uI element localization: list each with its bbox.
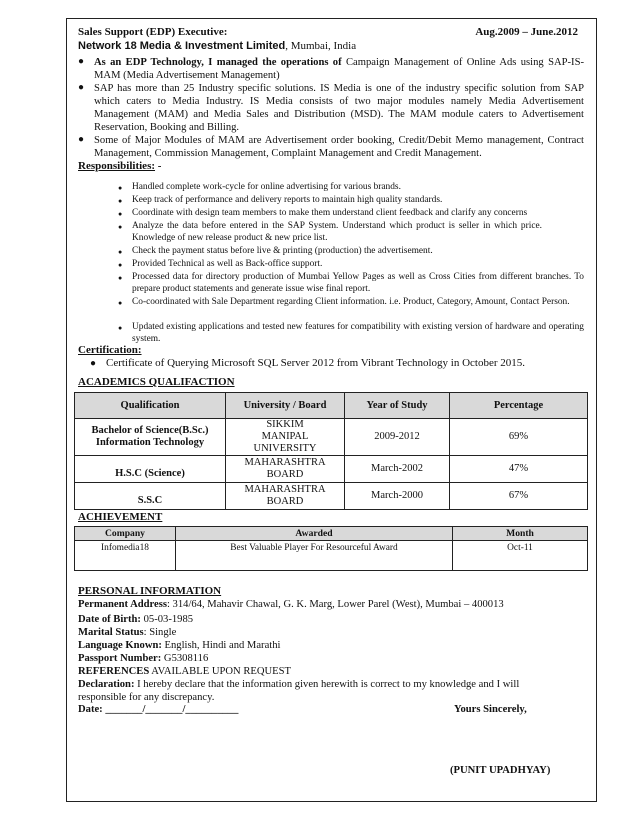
resp-item: Check the payment status before live & printing (production) the advertisement. — [132, 246, 433, 256]
references-value: AVAILABLE UPON REQUEST — [149, 666, 291, 677]
bullet-icon: ● — [78, 56, 85, 67]
bullet-icon: ● — [118, 184, 123, 192]
dob-label: Date of Birth: — [78, 614, 141, 625]
achievement-heading: ACHIEVEMENT — [78, 511, 163, 523]
certification-heading: Certification: — [78, 344, 142, 356]
column-header: University / Board — [226, 393, 345, 419]
job-dates: Aug.2009 – June.2012 — [475, 26, 578, 38]
language-label: Language Known: — [78, 640, 162, 651]
bullet-icon: ● — [78, 82, 85, 93]
marital-line — [78, 627, 176, 638]
qualification-cell: S.S.C — [75, 483, 226, 510]
job-company-line — [78, 40, 356, 52]
personal-heading: PERSONAL INFORMATION — [78, 585, 222, 597]
column-header: Company — [75, 527, 176, 541]
date-blank: _______/_______/__________ — [102, 704, 239, 715]
bullet-icon: ● — [118, 299, 123, 307]
declaration-label: Declaration: — [78, 679, 135, 690]
board-cell: MAHARASHTRA BOARD — [226, 483, 345, 510]
percentage-cell: 67% — [450, 483, 588, 510]
resp-item: Updated existing applications and tested new features for compatibility with existing version of hardware and operating system. — [132, 322, 584, 344]
resp-item: Analyze the data before entered in the SAP System. Understand which product is seller in which price. Knowledge of new release product & new price list. — [132, 221, 542, 243]
language-value: English, Hindi and Marathi — [161, 640, 281, 651]
job-point-1-bold: As an EDP Technology, I managed the operations of — [94, 57, 342, 68]
job-point-3: Some of Major Modules of MAM are Advertisement order booking, Credit/Debit Memo management, Contract Management, Commission Management, Complaint Management and Credit Management. — [94, 135, 584, 159]
year-cell: March-2000 — [345, 483, 450, 510]
dob-line — [78, 614, 193, 625]
award-cell: Best Valuable Player For Resourceful Award — [176, 541, 453, 571]
table-header-row — [75, 393, 588, 419]
resp-item: Provided Technical as well as Back-office support. — [132, 259, 323, 269]
signature: (PUNIT UPADHYAY) — [450, 765, 551, 776]
address-label: Permanent Address — [78, 599, 167, 610]
month-cell: Oct-11 — [453, 541, 588, 571]
bullet-icon: ● — [118, 274, 123, 282]
table-row — [75, 456, 588, 483]
address-value: : 314/64, Mahavir Chawal, G. K. Marg, Lower Parel (West), Mumbai – 400013 — [166, 599, 504, 610]
qualification-cell: H.S.C (Science) — [75, 456, 226, 483]
marital-value: : Single — [143, 627, 177, 638]
certification-item: Certificate of Querying Microsoft SQL Server 2012 from Vibrant Technology in October 2015. — [106, 357, 526, 369]
bullet-icon: ● — [118, 248, 123, 256]
year-cell: March-2002 — [345, 456, 450, 483]
language-line — [78, 640, 280, 651]
board-cell: MAHARASHTRA BOARD — [226, 456, 345, 483]
job-point-1 — [94, 56, 584, 82]
column-header: Qualification — [75, 393, 226, 419]
bullet-icon: ● — [118, 223, 123, 231]
closing: Yours Sincerely, — [454, 704, 527, 715]
job-role: Sales Support (EDP) Executive: — [78, 26, 228, 38]
resp-item: Processed data for directory production of Mumbai Yellow Pages as well as Cross Cities from different branches. To prepare product statements and generate issue wise final report. — [132, 272, 584, 294]
date-line — [78, 704, 238, 715]
bullet-icon: ● — [118, 261, 123, 269]
percentage-cell: 47% — [450, 456, 588, 483]
academics-table — [74, 392, 588, 510]
bullet-icon: ● — [78, 134, 85, 145]
passport-label: Passport Number: — [78, 653, 162, 664]
column-header: Awarded — [176, 527, 453, 541]
achievement-table — [74, 526, 588, 571]
job-location: , Mumbai, India — [285, 40, 357, 52]
bullet-icon: ● — [118, 210, 123, 218]
passport-line — [78, 653, 208, 664]
marital-label: Marital Status — [78, 627, 144, 638]
board-cell: SIKKIM MANIPAL UNIVERSITY — [226, 419, 345, 456]
column-header: Percentage — [450, 393, 588, 419]
resp-item: Coordinate with design team members to make them understand client feedback and clarify any concerns — [132, 208, 528, 218]
declaration — [78, 678, 548, 704]
table-row — [75, 483, 588, 510]
resp-item: Keep track of performance and delivery reports to maintain high quality standards. — [132, 195, 443, 205]
bullet-icon: ● — [118, 324, 123, 332]
table-row — [75, 419, 588, 456]
table-row — [75, 541, 588, 571]
responsibilities-suffix: - — [155, 160, 162, 172]
table-header-row — [75, 527, 588, 541]
company-cell: Infomedia18 — [75, 541, 176, 571]
year-cell: 2009-2012 — [345, 419, 450, 456]
dob-value: 05-03-1985 — [140, 614, 194, 625]
job-point-1-text: Campaign Management of Online Ads using SAP-IS-MAM (Media Advertisement Management) — [94, 57, 584, 81]
passport-value: G5308116 — [161, 653, 209, 664]
resp-item: Handled complete work-cycle for online advertising for various brands. — [132, 182, 401, 192]
resp-item: Co-coordinated with Sale Department regarding Client information. i.e. Product, Category, Amount, Contact Person. — [132, 297, 570, 307]
qualification-cell: Bachelor of Science(B.Sc.) Information Technology — [75, 419, 226, 456]
references-label: REFERENCES — [78, 666, 150, 677]
column-header: Month — [453, 527, 588, 541]
responsibilities-heading — [78, 160, 161, 172]
bullet-icon: ● — [118, 197, 123, 205]
responsibilities-title: Responsibilities: — [78, 160, 156, 172]
column-header: Year of Study — [345, 393, 450, 419]
academics-heading: ACADEMICS QUALIFACTION — [78, 376, 235, 388]
bullet-icon: ● — [90, 358, 97, 369]
address-line — [78, 599, 504, 610]
percentage-cell: 69% — [450, 419, 588, 456]
job-company: Network 18 Media & Investment Limited — [78, 40, 286, 52]
date-label: Date: — [78, 704, 103, 715]
declaration-text: I hereby declare that the information given herewith is correct to my knowledge and I will responsible for any discrepancy. — [78, 679, 520, 703]
references-line — [78, 666, 291, 677]
job-point-2: SAP has more than 25 Industry specific solutions. IS Media is one of the industry specific solution from SAP which caters to Media Industry. IS Media consists of two major modules namely Media Advertisement Management (MAM) and Media Sales and Distribution (MSD). The MAM module caters to Advertisement Reservation, Booking and Billing. — [94, 83, 584, 133]
